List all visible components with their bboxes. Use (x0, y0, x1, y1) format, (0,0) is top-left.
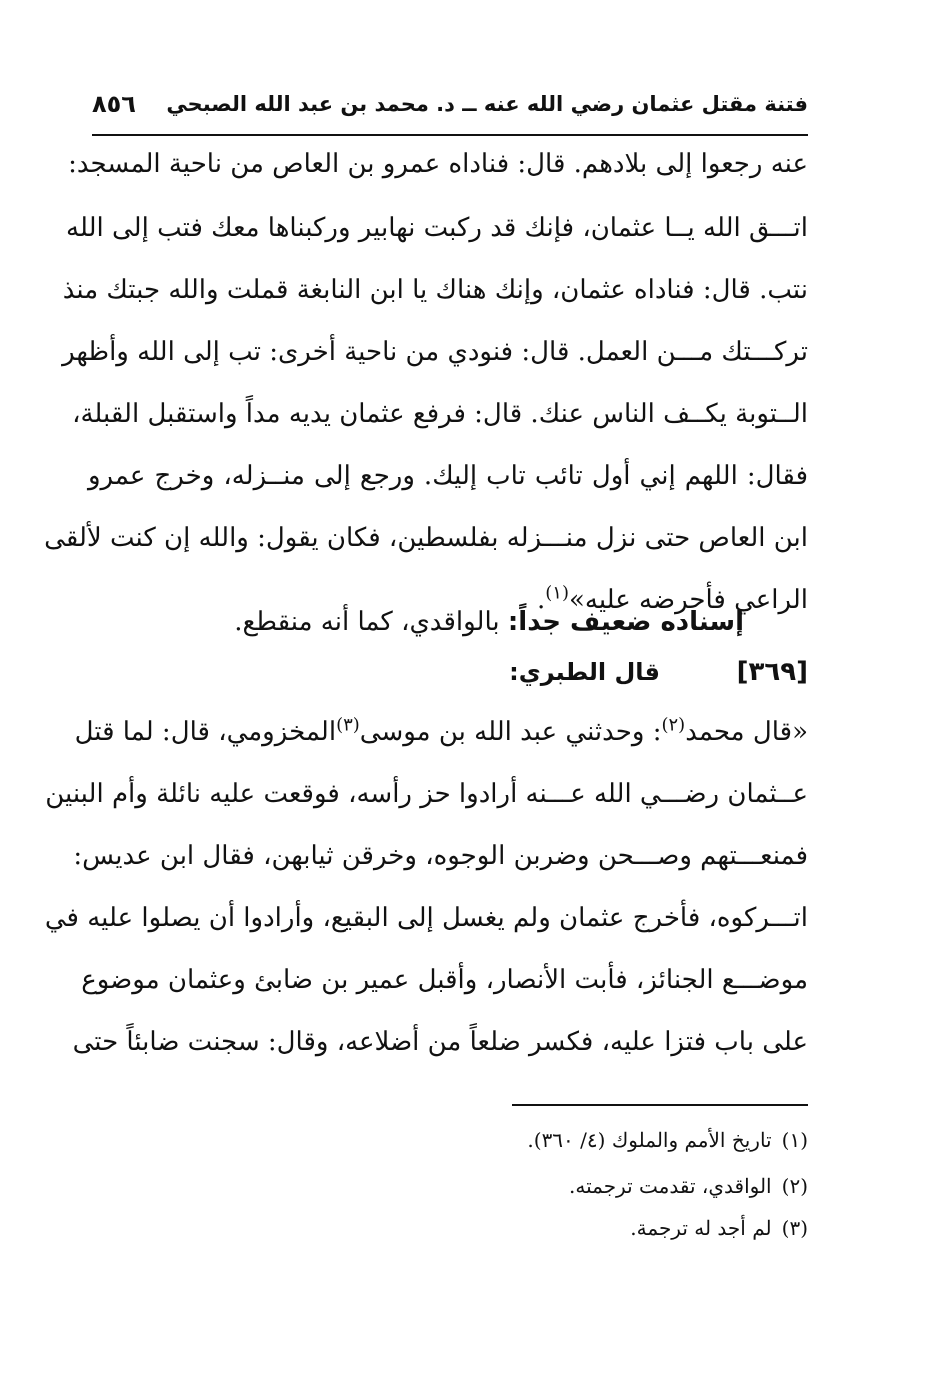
section-title: قال الطبري: (509, 658, 660, 686)
running-header (92, 88, 808, 132)
text-span: المخزومي، قال: لما قتل (74, 717, 337, 747)
footnote-number: (١) (781, 1128, 808, 1152)
text-line: اتـــق الله يــا عثمان، فإنك قد ركبت نهابير وركبناها معك فتب إلى الله (66, 213, 808, 243)
section-number: [٣٦٩] (736, 657, 808, 687)
text-line: تركـــتك مـــن العمل. قال: فنودي من ناحية أخرى: تب إلى الله وأظهر (62, 337, 808, 367)
text-line: موضـــع الجنائز، فأبت الأنصار، وأقبل عمير بن ضابئ وعثمان موضوع (81, 965, 808, 995)
text-line: الــتوبة يكــف الناس عنك. قال: فرفع عثمان يديه مداً واستقبل القبلة، (72, 399, 808, 429)
text-line: فقال: اللهم إني أول تائب تاب إليك. ورجع إلى منــزله، وخرج عمرو (88, 461, 808, 491)
text-line (74, 710, 808, 754)
footnote (208, 1212, 808, 1244)
footnote (208, 1124, 808, 1156)
footnote-text: تاريخ الأمم والملوك (٤/ ٣٦٠). (527, 1128, 772, 1152)
text-span: «قال محمد (685, 717, 808, 747)
footnote-marker: (٣) (336, 714, 360, 736)
text-line: فمنعـــتهم وصـــحن وضربن الوجوه، وخرقن ثيابهن، فقال ابن عديس: (73, 841, 808, 871)
grading-lead: إسناده ضعيف جداً: (507, 607, 744, 637)
text-span: . (536, 585, 546, 615)
footnote-text: الواقدي، تقدمت ترجمته. (569, 1174, 772, 1198)
text-line: على باب فتزا عليه، فكسر ضلعاً من أضلاعه، وقال: سجنت ضابئاً حتى (72, 1027, 808, 1057)
text-line: عــثمان رضـــي الله عـــنه أرادوا حز رأسه، فوقعت عليه نائلة وأم البنين (45, 779, 808, 809)
footnote-rule (512, 1104, 808, 1106)
text-line: نتب. قال: فناداه عثمان، وإنك هناك يا ابن النابغة قملت والله جبتك منذ (62, 275, 808, 305)
footnote (208, 1170, 808, 1202)
grading-text: بالواقدي، كما أنه منقطع. (234, 607, 508, 637)
text-line: ابن العاص حتى نزل منـــزله بفلسطين، فكان يقول: والله إن كنت لألقى (44, 523, 808, 553)
header-title: فتنة مقتل عثمان رضي الله عنه ــ د. محمد بن عبد الله الصبحي (166, 92, 808, 116)
footnote-number: (٢) (781, 1174, 808, 1198)
footnote-marker: (١) (545, 582, 569, 604)
text-span: الراعي فأحرضه عليه» (568, 585, 808, 615)
text-line: عنه رجعوا إلى بلادهم. قال: فناداه عمرو بن العاص من ناحية المسجد: (68, 149, 808, 179)
header-rule (92, 134, 808, 136)
page-number: ٨٥٦ (92, 90, 136, 118)
footnote-marker: (٢) (661, 714, 686, 736)
text-line: اتـــركوه، فأخرج عثمان ولم يغسل إلى البقيع، وأرادوا أن يصلوا عليه في (44, 903, 808, 933)
text-span: : وحدثني عبد الله بن موسى (359, 717, 662, 747)
footnote-text: لم أجد له ترجمة. (630, 1216, 772, 1240)
isnad-grading (144, 600, 744, 644)
footnote-number: (٣) (781, 1216, 808, 1240)
